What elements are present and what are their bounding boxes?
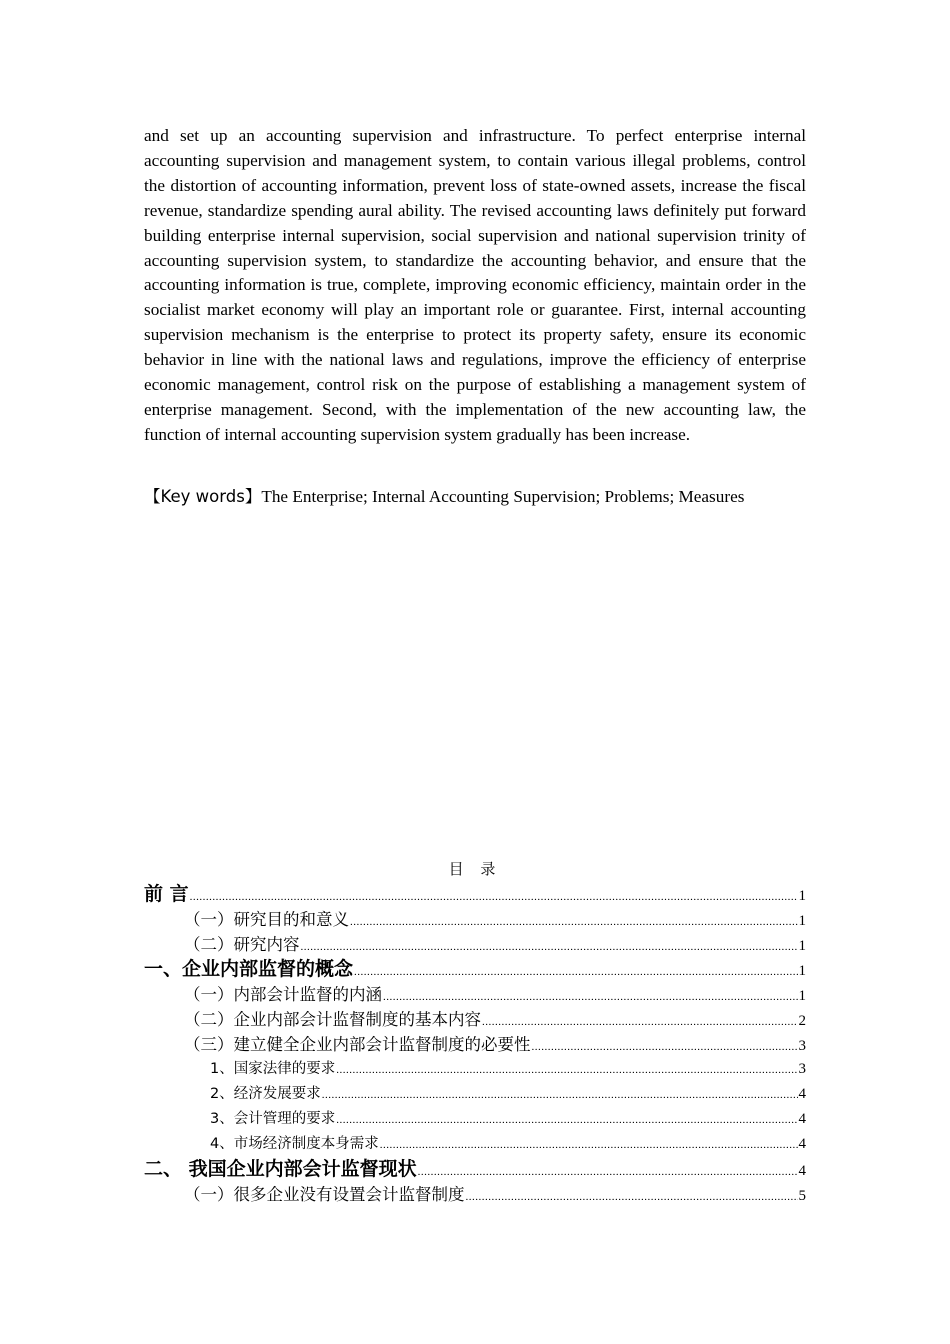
toc-leader-dots [418, 1160, 798, 1185]
toc-entry-1-3-1[interactable] [144, 1057, 806, 1082]
toc-entry-1-3-3[interactable] [144, 1107, 806, 1132]
toc-entry-1-3[interactable] [144, 1032, 806, 1057]
toc-leader-dots [336, 1108, 797, 1133]
toc-entry-page: 1 [798, 938, 806, 954]
toc-entry-label: （三）建立健全企业内部会计监督制度的必要性 [184, 1035, 531, 1054]
toc-entry-page: 3 [798, 1038, 806, 1054]
toc-entry-label: 4、市场经济制度本身需求 [210, 1136, 379, 1152]
toc-entry-page: 1 [798, 913, 806, 929]
toc-entry-page: 1 [798, 888, 806, 904]
toc-entry-page: 4 [798, 1163, 806, 1179]
toc-leader-dots [301, 935, 798, 960]
toc-entry-page: 1 [798, 988, 806, 1004]
abstract-paragraph: and set up an accounting supervision and infrastructure. To perfect enterprise internal accounting supervision and management system, to contain various illegal problems, control the distortion of accounting information, prevent loss of state-owned assets, increase the fiscal revenue, standardize spending aural ability. The revised accounting laws definitely put forward building enterprise internal supervision, social supervision and national supervision trinity of accounting supervision system, to standardize the accounting behavior, and ensure that the accounting information is true, complete, improving economic efficiency, maintain order in the socialist market economy will play an important role or guarantee. First, internal accounting supervision mechanism is the enterprise to protect its property safety, ensure its economic behavior in line with the national laws and regulations, improve the efficiency of enterprise economic management, control risk on the purpose of establishing a management system of enterprise management. Second, with the implementation of the new accounting law, the function of internal accounting supervision system gradually has been increase. [144, 126, 806, 444]
toc-entry-1-3-4[interactable] [144, 1132, 806, 1157]
toc-entry-label: 3、会计管理的要求 [210, 1111, 336, 1127]
toc-entry-label: （二）研究内容 [184, 935, 300, 954]
toc-leader-dots [380, 1133, 798, 1158]
toc-entry-1-3-2[interactable] [144, 1082, 806, 1107]
toc-entry-label: （一）内部会计监督的内涵 [184, 985, 382, 1004]
toc-entry-2-1[interactable] [144, 1182, 806, 1207]
toc-entry-label: 二、 我国企业内部会计监督现状 [144, 1158, 417, 1180]
toc-entry-page: 4 [798, 1136, 806, 1152]
toc-leader-dots [336, 1058, 797, 1083]
toc-leader-dots [532, 1035, 798, 1060]
toc-entry-chapter-1[interactable] [144, 957, 806, 982]
table-of-contents [144, 882, 806, 1207]
toc-entry-label: 一、企业内部监督的概念 [144, 958, 354, 980]
toc-entry-page: 5 [798, 1188, 806, 1204]
toc-leader-dots [354, 960, 797, 985]
keywords-label: 【Key words】 [144, 487, 262, 506]
toc-leader-dots [322, 1083, 798, 1108]
toc-entry-content[interactable] [144, 932, 806, 957]
toc-title: 目 录 [448, 860, 502, 878]
toc-entry-page: 1 [798, 963, 806, 979]
toc-entry-page: 4 [798, 1086, 806, 1102]
keywords-text: The Enterprise; Internal Accounting Supervision; Problems; Measures [261, 487, 745, 506]
toc-entry-chapter-2[interactable] [144, 1157, 806, 1182]
toc-entry-label: 前 言 [144, 883, 189, 905]
toc-leader-dots [466, 1185, 798, 1210]
toc-entry-1-1[interactable] [144, 982, 806, 1007]
toc-entry-purpose[interactable] [144, 907, 806, 932]
toc-entry-1-2[interactable] [144, 1007, 806, 1032]
toc-entry-page: 2 [798, 1013, 806, 1029]
toc-leader-dots [350, 910, 798, 935]
toc-entry-page: 4 [798, 1111, 806, 1127]
keywords-line [144, 484, 806, 509]
toc-entry-label: （二）企业内部会计监督制度的基本内容 [184, 1010, 481, 1029]
toc-entry-page: 3 [798, 1061, 806, 1077]
toc-entry-label: 1、国家法律的要求 [210, 1061, 336, 1077]
toc-entry-preface[interactable] [144, 882, 806, 907]
toc-entry-label: （一）研究目的和意义 [184, 910, 349, 929]
toc-entry-label: 2、经济发展要求 [210, 1086, 321, 1102]
toc-entry-label: （一）很多企业没有设置会计监督制度 [184, 1185, 465, 1204]
